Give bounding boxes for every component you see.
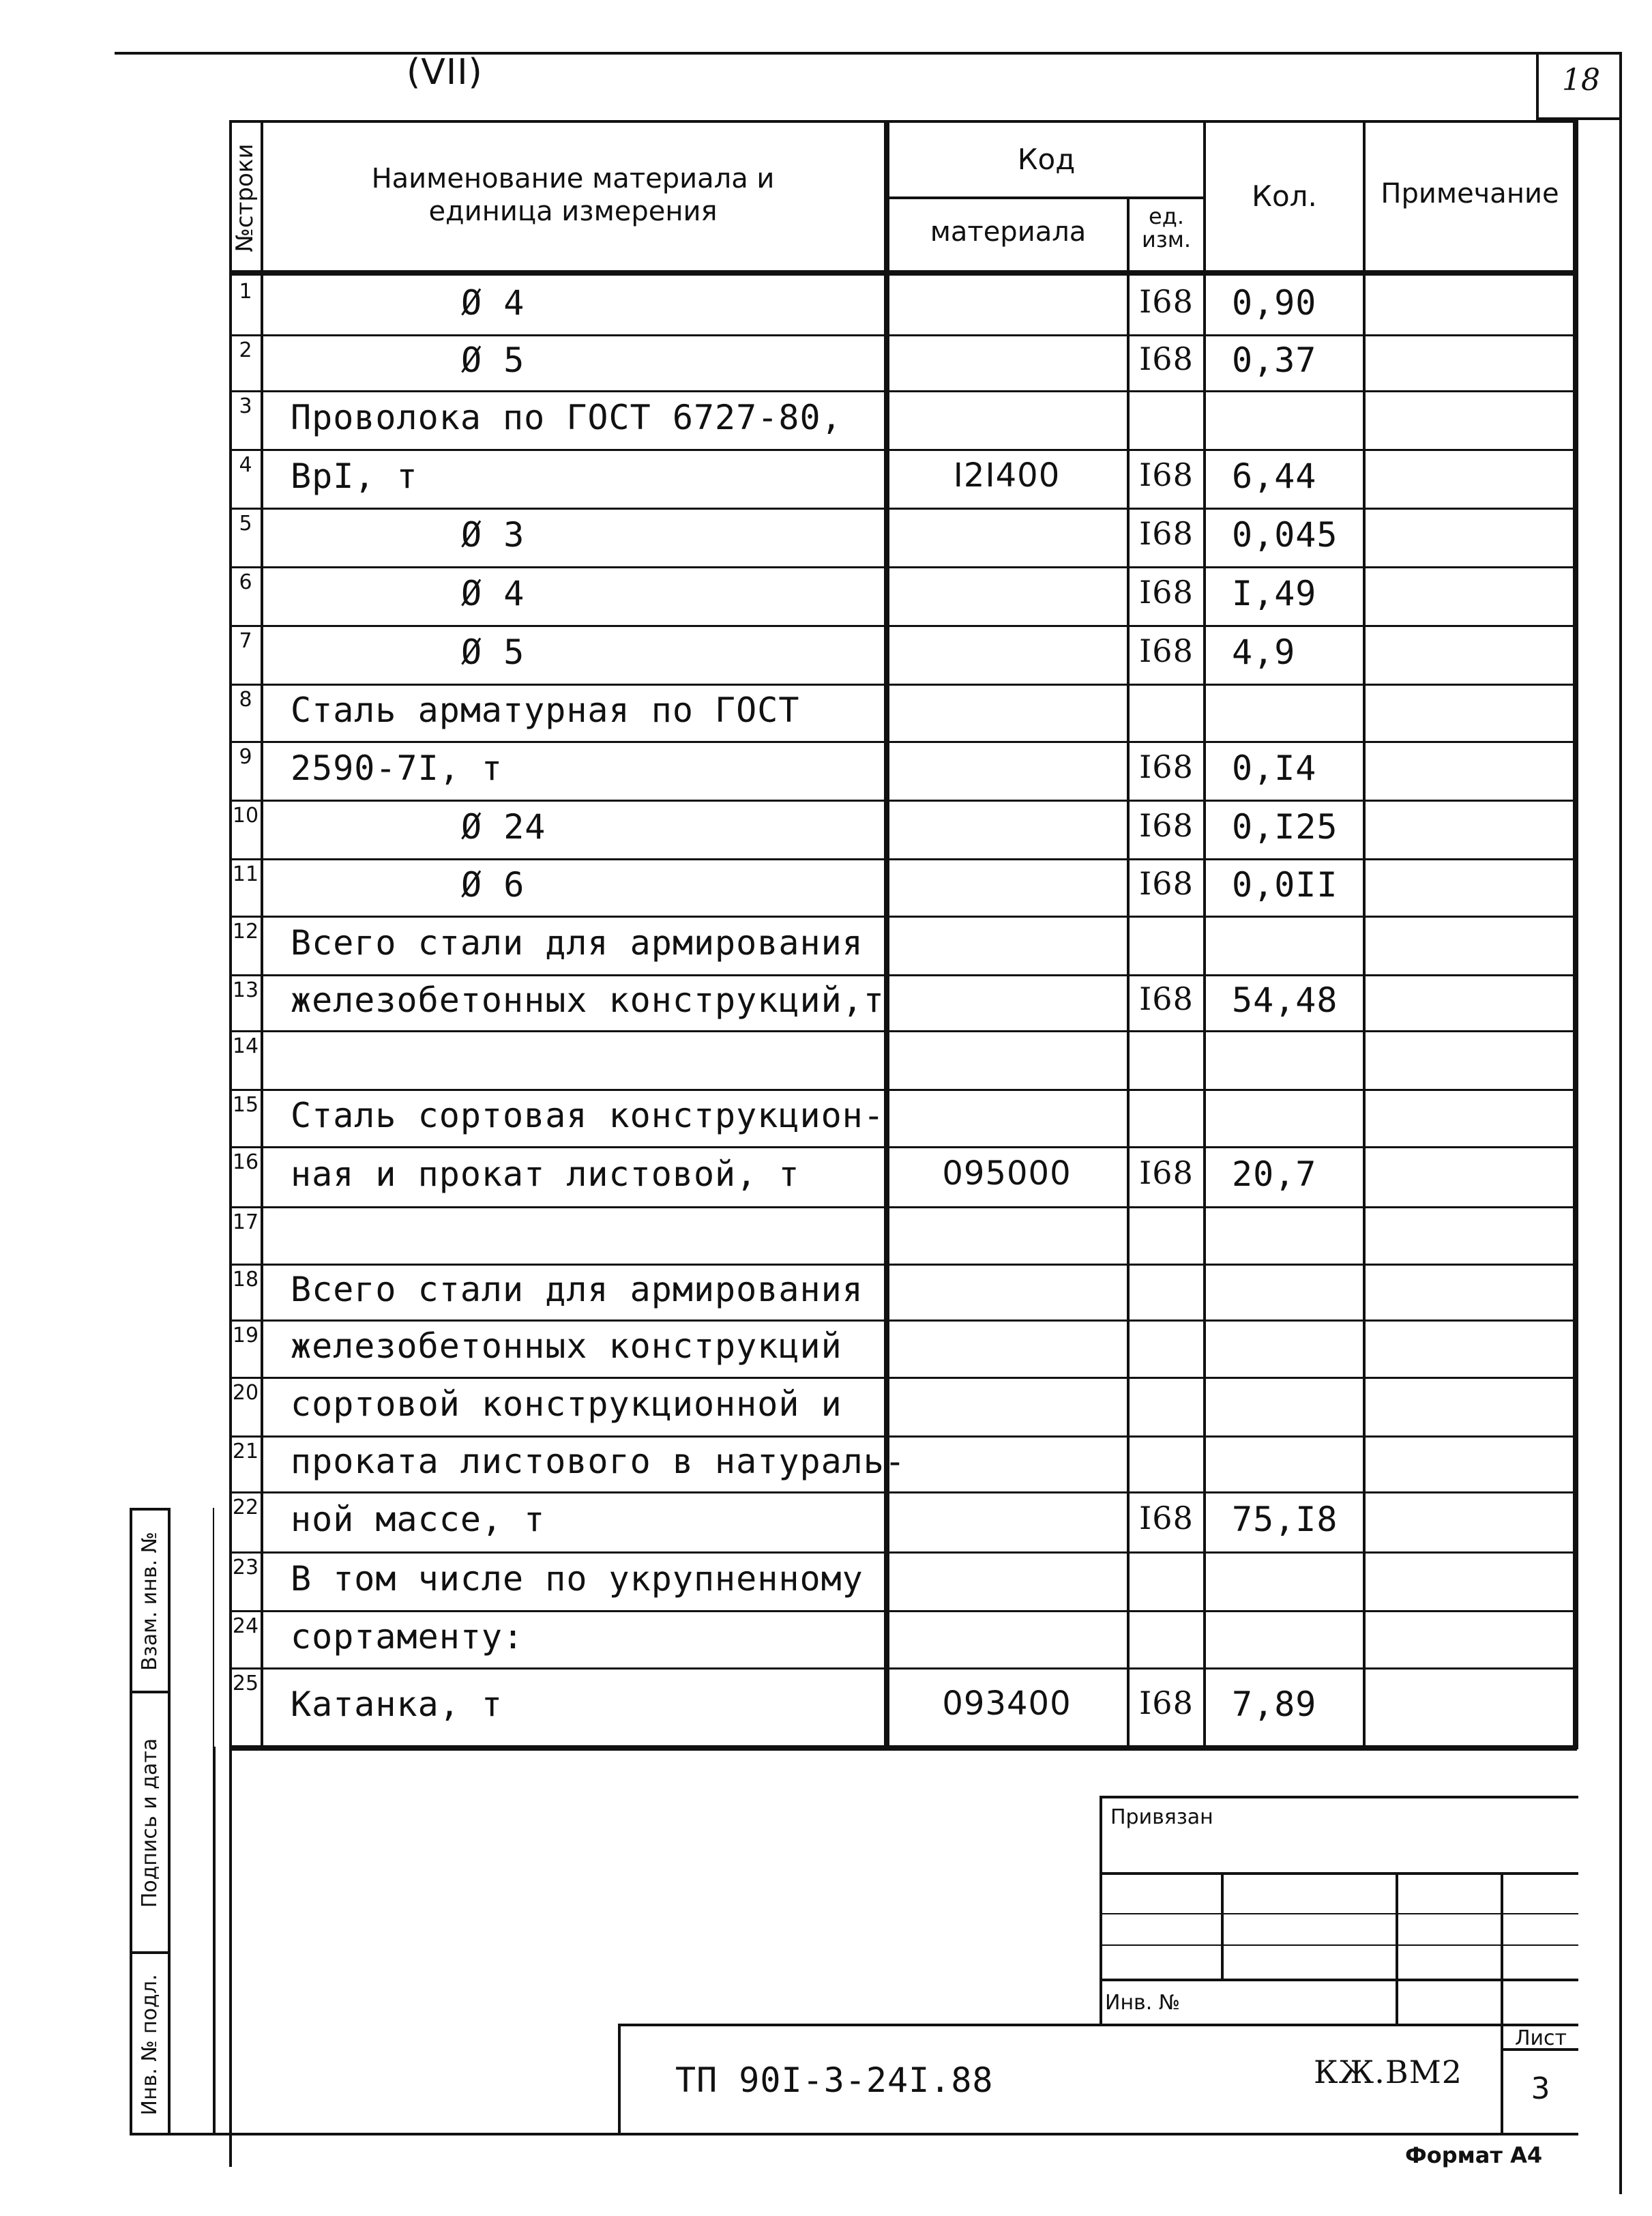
row-unit-code: I68 bbox=[1139, 1154, 1194, 1191]
row-number: 4 bbox=[239, 453, 252, 477]
row-material-name: Катанка, т bbox=[291, 1685, 503, 1724]
row-unit-code: I68 bbox=[1139, 456, 1194, 493]
row-number: 17 bbox=[232, 1210, 259, 1234]
header-bottom-line bbox=[229, 270, 1577, 276]
inv-no-label: Инв. № bbox=[1105, 1991, 1181, 2015]
row-divider bbox=[229, 974, 1577, 976]
header-code-material: материала bbox=[930, 216, 1087, 248]
row-quantity: 20,7 bbox=[1232, 1154, 1317, 1194]
bind-box-h3 bbox=[1100, 1944, 1578, 1946]
row-material-name: железобетонных конструкций,т bbox=[291, 980, 885, 1020]
row-unit-code: I68 bbox=[1139, 807, 1194, 844]
title-main-left bbox=[618, 2024, 621, 2135]
row-material-name: Всего стали для армирования bbox=[291, 1270, 864, 1309]
header-top-line bbox=[229, 120, 1577, 123]
header-material-name: Наименование материала и единица измерения bbox=[371, 163, 775, 227]
row-material-name: Сталь арматурная по ГОСТ bbox=[291, 690, 800, 730]
stamp-vzam-inv: Взам. инв. № bbox=[138, 1532, 162, 1671]
row-material-name: Ø 6 bbox=[461, 865, 525, 905]
row-number: 21 bbox=[232, 1440, 259, 1463]
frame-right-line bbox=[1619, 52, 1622, 2194]
row-divider bbox=[229, 916, 1577, 918]
row-material-code: 093400 bbox=[942, 1685, 1072, 1723]
row-divider bbox=[229, 1264, 1577, 1266]
row-number: 16 bbox=[232, 1150, 259, 1174]
bind-box-h1 bbox=[1100, 1872, 1578, 1875]
row-material-name: 2590-7I, т bbox=[291, 748, 503, 788]
row-quantity: 54,48 bbox=[1232, 980, 1338, 1020]
row-quantity: 4,9 bbox=[1232, 632, 1296, 672]
row-material-name: Ø 24 bbox=[461, 807, 546, 847]
row-divider bbox=[229, 1435, 1577, 1438]
row-quantity: 7,89 bbox=[1232, 1685, 1317, 1724]
row-number: 1 bbox=[239, 280, 252, 304]
row-material-name: Ø 5 bbox=[461, 340, 525, 380]
privyazan-label: Привязан bbox=[1110, 1805, 1213, 1829]
header-row-number: №строки bbox=[231, 143, 259, 252]
row-unit-code: I68 bbox=[1139, 574, 1194, 611]
title-main-top bbox=[618, 2024, 1578, 2026]
row-material-name: проката листового в натураль- bbox=[291, 1442, 906, 1481]
qty-right-line bbox=[1363, 120, 1366, 1749]
row-divider bbox=[229, 449, 1577, 451]
header-qty: Кол. bbox=[1252, 179, 1317, 213]
row-material-name: ной массе, т bbox=[291, 1500, 546, 1539]
bind-box-v2 bbox=[1396, 1872, 1398, 2026]
row-quantity: 0,0II bbox=[1232, 865, 1338, 905]
row-material-name: Проволока по ГОСТ 6727-80, bbox=[291, 398, 842, 437]
row-quantity: 0,37 bbox=[1232, 340, 1317, 380]
top-border-line bbox=[115, 52, 1622, 55]
document-code: КЖ.ВМ2 bbox=[1314, 2054, 1463, 2090]
stamp-top bbox=[130, 1508, 171, 1511]
page-corner-number: 18 bbox=[1562, 63, 1600, 98]
stamp-sep-1 bbox=[130, 1691, 171, 1693]
row-number: 25 bbox=[232, 1672, 259, 1695]
row-material-name: Ø 4 bbox=[461, 574, 525, 613]
row-material-name: Ø 5 bbox=[461, 632, 525, 672]
header-code-split-line bbox=[887, 196, 1206, 199]
stamp-divider bbox=[168, 1508, 171, 2135]
row-number: 2 bbox=[239, 338, 252, 362]
rownum-right-line bbox=[261, 120, 263, 1749]
stamp-outer-right bbox=[213, 1747, 216, 2135]
row-number: 9 bbox=[239, 745, 252, 769]
row-unit-code: I68 bbox=[1139, 748, 1194, 785]
row-quantity: 0,90 bbox=[1232, 283, 1317, 323]
row-number: 8 bbox=[239, 688, 252, 712]
row-material-code: 095000 bbox=[942, 1154, 1072, 1193]
row-unit-code: I68 bbox=[1139, 632, 1194, 669]
row-divider bbox=[229, 741, 1577, 743]
row-number: 18 bbox=[232, 1268, 259, 1292]
corner-box-left bbox=[1536, 52, 1539, 120]
row-number: 6 bbox=[239, 570, 252, 594]
row-divider bbox=[229, 1667, 1577, 1670]
note-right-line bbox=[1573, 120, 1578, 1749]
row-number: 13 bbox=[232, 978, 259, 1002]
row-material-name: железобетонных конструкций bbox=[291, 1326, 842, 1366]
bind-box-left bbox=[1100, 1796, 1102, 2026]
row-divider bbox=[229, 1206, 1577, 1208]
row-number: 11 bbox=[232, 862, 259, 886]
bind-box-h4 bbox=[1100, 1979, 1578, 1981]
unit-right-line bbox=[1203, 120, 1206, 1749]
row-unit-code: I68 bbox=[1139, 1500, 1194, 1536]
sheet-marker: (VII) bbox=[407, 52, 483, 93]
row-divider bbox=[229, 1551, 1577, 1554]
row-number: 3 bbox=[239, 394, 252, 418]
row-unit-code: I68 bbox=[1139, 515, 1194, 552]
stamp-inner-right bbox=[213, 1508, 214, 1747]
row-number: 15 bbox=[232, 1093, 259, 1117]
row-material-name: Ø 3 bbox=[461, 515, 525, 555]
row-divider bbox=[229, 1320, 1577, 1322]
row-divider bbox=[229, 625, 1577, 627]
stamp-outer-left bbox=[130, 1508, 132, 2135]
row-material-name: сортаменту: bbox=[291, 1617, 525, 1657]
row-number: 12 bbox=[232, 920, 259, 944]
row-unit-code: I68 bbox=[1139, 865, 1194, 902]
header-code-unit: ед. изм. bbox=[1141, 203, 1192, 252]
row-number: 20 bbox=[232, 1381, 259, 1405]
row-divider bbox=[229, 566, 1577, 568]
row-number: 10 bbox=[232, 804, 259, 828]
row-quantity: 0,I25 bbox=[1232, 807, 1338, 847]
row-material-name: Ø 4 bbox=[461, 283, 525, 323]
row-divider bbox=[229, 800, 1577, 802]
row-material-name: сортовой конструкционной и bbox=[291, 1384, 842, 1424]
header-code: Код bbox=[1017, 143, 1076, 176]
row-material-name: ВрI, т bbox=[291, 456, 418, 496]
row-divider bbox=[229, 858, 1577, 860]
row-quantity: 75,I8 bbox=[1232, 1500, 1338, 1539]
row-number: 24 bbox=[232, 1614, 259, 1638]
title-bottom-line bbox=[213, 2133, 1578, 2135]
row-unit-code: I68 bbox=[1139, 283, 1194, 320]
row-number: 22 bbox=[232, 1496, 259, 1519]
row-number: 14 bbox=[232, 1034, 259, 1058]
format-label: Формат А4 bbox=[1405, 2142, 1543, 2168]
bind-box-h2 bbox=[1100, 1913, 1578, 1914]
row-number: 5 bbox=[239, 512, 252, 536]
row-unit-code: I68 bbox=[1139, 980, 1194, 1017]
row-material-name: ная и прокат листовой, т bbox=[291, 1154, 800, 1194]
sheet-number: 3 bbox=[1531, 2071, 1551, 2106]
table-bottom-line bbox=[229, 1745, 1577, 1751]
row-material-code: I2I400 bbox=[953, 456, 1061, 495]
row-divider bbox=[229, 1377, 1577, 1379]
row-quantity: 0,I4 bbox=[1232, 748, 1317, 788]
document-number: ТП 90I-3-24I.88 bbox=[675, 2060, 994, 2100]
row-number: 19 bbox=[232, 1324, 259, 1347]
header-note: Примечание bbox=[1381, 178, 1559, 209]
bind-box-v1 bbox=[1221, 1872, 1224, 1981]
row-divider bbox=[229, 508, 1577, 510]
row-divider bbox=[229, 1491, 1577, 1493]
row-number: 7 bbox=[239, 629, 252, 653]
bind-box-top bbox=[1100, 1796, 1578, 1798]
stamp-inv-podl: Инв. № подл. bbox=[138, 1974, 162, 2116]
row-divider bbox=[229, 1030, 1577, 1032]
sheet-label: Лист bbox=[1514, 2026, 1567, 2050]
row-divider bbox=[229, 684, 1577, 686]
row-divider bbox=[229, 334, 1577, 336]
row-quantity: 6,44 bbox=[1232, 456, 1317, 496]
row-unit-code: I68 bbox=[1139, 1685, 1194, 1721]
row-material-name: Всего стали для армирования bbox=[291, 923, 864, 963]
row-unit-code: I68 bbox=[1139, 340, 1194, 377]
stamp-podpis-data: Подпись и дата bbox=[138, 1738, 162, 1908]
row-material-name: Сталь сортовая конструкцион- bbox=[291, 1096, 885, 1135]
table-left-line bbox=[229, 120, 232, 2167]
row-divider bbox=[229, 1146, 1577, 1148]
row-quantity: 0,045 bbox=[1232, 515, 1338, 555]
row-material-name: В том числе по укрупненному bbox=[291, 1559, 864, 1599]
row-divider bbox=[229, 390, 1577, 392]
row-quantity: I,49 bbox=[1232, 574, 1317, 613]
row-divider bbox=[229, 1089, 1577, 1091]
row-divider bbox=[229, 1610, 1577, 1612]
name-right-line bbox=[884, 120, 889, 1749]
row-number: 23 bbox=[232, 1556, 259, 1579]
